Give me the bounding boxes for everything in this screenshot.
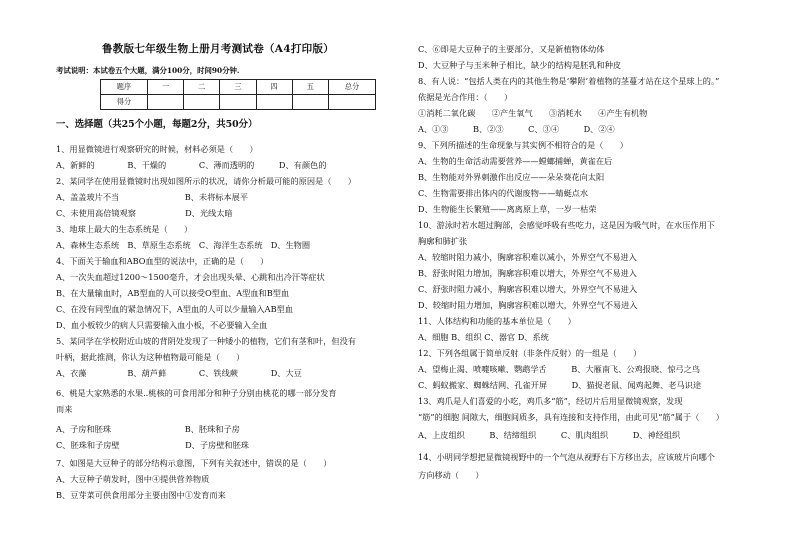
score-cell: 总分 — [329, 80, 376, 95]
option-line: D、生物能生长繁殖——离离原上草，一岁一枯荣 — [418, 204, 597, 214]
question-line: 8、有人说：“包括人类在内的其他生物是‘攀附’着植物的茎蔓才站在这个星球上的。” — [418, 76, 720, 86]
option-line: A、大豆种子萌发时，图中④提供营养物质 — [56, 474, 210, 484]
question-line: 12、下列各组属于简单反射（非条件反射）的一组是（ ） — [418, 348, 642, 358]
question-line: 7、如图是大豆种子的部分结构示意图，下列有关叙述中，错误的是（ ） — [56, 458, 332, 468]
option-line: A、子房和胚珠 B、胚珠和子房 — [56, 424, 240, 434]
option-line: C、⑥即是大豆种子的主要部分，又是新植物体幼体 — [418, 44, 605, 54]
question-line: 依据是光合作用：（ ） — [418, 92, 513, 102]
option-line: A、森林生态系统 B、草原生态系统 C、海洋生态系统 D、生物圈 — [56, 240, 311, 250]
option-line: B、在大量输血时，AB型血的人可以接受O型血、A型血和B型血 — [56, 288, 290, 298]
option-line: ①消耗二氧化碳 ②产生氧气 ③消耗水 ④产生有机物 — [418, 108, 648, 118]
question-line: 胸廓和肺扩张 — [418, 236, 468, 246]
option-line: A、衣藻 B、葫芦藓 C、铁线蕨 D、大豆 — [56, 368, 302, 378]
exam-title: 鲁教版七年级生物上册月考测试卷（A4打印版） — [102, 43, 335, 55]
option-line: A、新鲜的 B、干燥的 C、薄而透明的 D、有颜色的 — [56, 160, 327, 170]
question-line: 方向移动（ ） — [418, 470, 484, 480]
score-cell — [148, 95, 184, 110]
score-cell — [329, 95, 376, 110]
score-table-score-row — [101, 95, 376, 110]
option-line: C、胚珠和子房壁 D、子房壁和胚珠 — [56, 440, 249, 450]
section-heading: 一、选择题（共25个小题，每题2分，共50分） — [56, 119, 258, 130]
score-cell — [220, 95, 256, 110]
score-table — [100, 79, 376, 110]
question-line: 2、某同学在使用显微镜时出现如图所示的状况，请你分析最可能的原因是（ ） — [56, 176, 356, 186]
score-cell: 二 — [184, 80, 220, 95]
option-line: C、生物需要排出体内的代谢废物——蜻蜓点水 — [418, 188, 589, 198]
option-line: A、盖盖玻片不当 B、未将标本展平 — [56, 192, 249, 202]
option-line: A、一次失血超过1200～1500毫升，才会出现头晕、心跳和出冷汗等症状 — [56, 272, 325, 282]
option-line: B、舒张时阻力增加，胸廓容积难以增大，外界空气不易进入 — [418, 268, 637, 278]
question-line: 叶柄，据此推测，你认为这种植物最可能是（ ） — [56, 352, 245, 362]
question-line: 13、鸡爪是人们喜爱的小吃，鸡爪多“筋”，经切片后用显微镜观察，发现 — [418, 396, 683, 406]
question-line: 4、下面关于输血和ABO血型的说法中，正确的是（ ） — [56, 256, 269, 266]
option-line: A、望梅止渴、喷嚏咳嗽、鹦鹉学舌 B、大雁南飞、公鸡报晓、惊弓之鸟 — [418, 364, 701, 374]
option-line: A、①③ B、②③ C、③④ D、②④ — [418, 124, 615, 134]
option-line: D、较缩时阻力增加，胸廓容积难以增大，外界空气不易进入 — [418, 300, 638, 310]
exam-instructions: 考试说明：本试卷五个大题，满分100分，时间90分钟. — [56, 66, 240, 75]
question-line: 1、用显微镜进行观察研究的时候，材料必须是（ ） — [56, 144, 258, 154]
score-cell: 三 — [220, 80, 256, 95]
score-cell — [256, 95, 292, 110]
option-line: A、较缩时阻力减小，胸廓容积难以减小，外界空气不易进入 — [418, 252, 637, 262]
option-line: A、细胞 B、组织 C、器官 D、系统 — [418, 332, 549, 342]
score-cell: 四 — [256, 80, 292, 95]
score-table-header-row — [101, 80, 376, 95]
option-line: D、血小板较少的病人只需要输入血小板，不必要输入全血 — [56, 320, 268, 330]
score-cell — [184, 95, 220, 110]
question-line: “筋”的细胞 间隙大，细胞间质多，具有连接和支持作用，由此可见“筋”属于（ ） — [418, 412, 724, 422]
question-line: 5、某同学在学校附近山坡的背阴处发现了一种矮小的植物，它们有茎和叶，但没有 — [56, 336, 356, 346]
score-cell: 得分 — [101, 95, 148, 110]
question-line: 14、小明同学想把显微镜视野中的一个气泡从视野右下方移出去，应该玻片向哪个 — [418, 452, 715, 462]
option-line: B、生物能对外界刺激作出反应——朵朵葵花向太阳 — [418, 172, 605, 182]
score-cell: 题序 — [101, 80, 148, 95]
question-line: 3、地球上最大的生态系统是（ ） — [56, 224, 193, 234]
option-line: C、在没有同型血的紧急情况下，A型血的人可以少量输入AB型血 — [56, 304, 293, 314]
score-cell: 五 — [292, 80, 328, 95]
option-line: A、上皮组织 B、结缔组织 C、肌肉组织 D、神经组织 — [418, 430, 681, 440]
question-line: 6、桃是大家熟悉的水果..桃核的可食用部分和种子分别由桃花的哪一部分发育 — [56, 388, 337, 398]
question-line: 而来 — [56, 404, 73, 414]
option-line: B、豆芽菜可供食用部分主要由图中①发育而来 — [56, 490, 226, 500]
question-line: 9、下列所描述的生命现象与其实例不相符合的是（ ） — [418, 140, 628, 150]
option-line: D、大豆种子与玉米种子相比，缺少的结构是胚乳和种皮 — [418, 60, 622, 70]
question-line: 11、人体结构和功能的基本单位是（ ） — [418, 316, 576, 326]
score-cell — [292, 95, 328, 110]
option-line: A、生物的生命活动需要营养——螳螂捕蝉，黄雀在后 — [418, 156, 613, 166]
option-line: C、未使用高倍镜观察 D、光线太暗 — [56, 208, 233, 218]
question-line: 10、游泳时若水超过胸部，会感觉呼吸有些吃力，这是因为吸气时，在水压作用下 — [418, 220, 715, 230]
option-line: C、蚂蚁搬家、蜘蛛结网、孔雀开屏 D、猫捉老鼠、闻鸡起舞、老马识途 — [418, 380, 702, 390]
score-cell: 一 — [148, 80, 184, 95]
option-line: C、舒张时阻力减小，胸廓容积难以增大，外界空气不易进入 — [418, 284, 638, 294]
